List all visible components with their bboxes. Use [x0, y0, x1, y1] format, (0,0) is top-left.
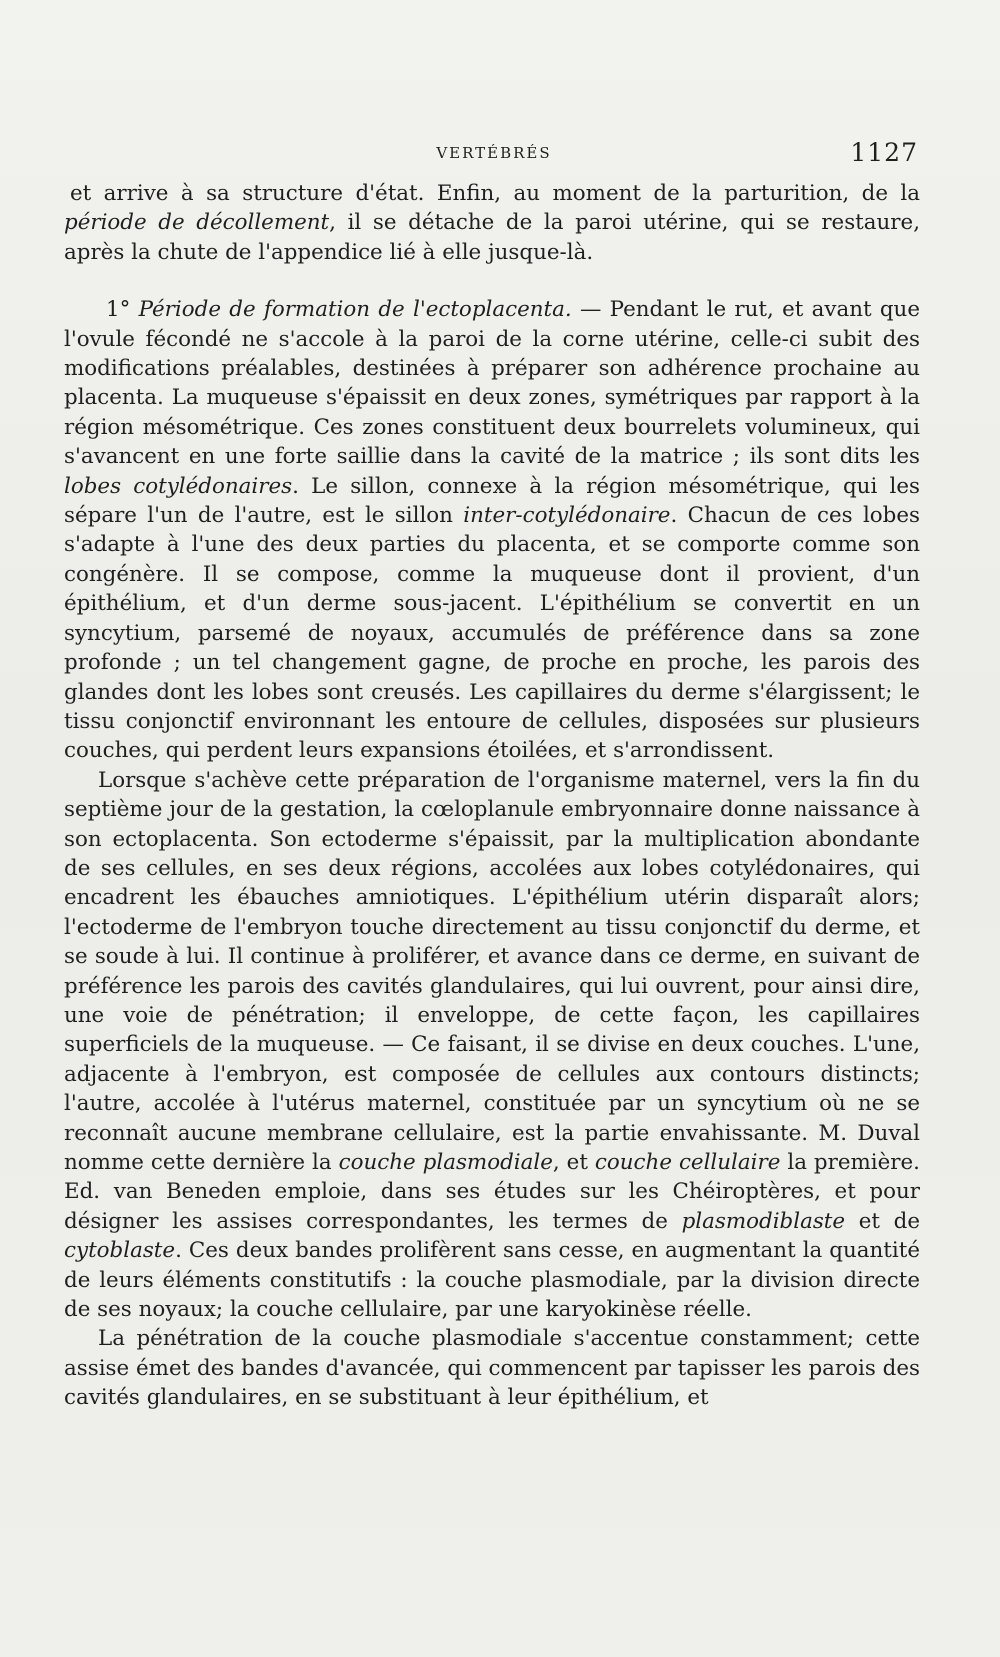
italic-term-periode-de-decollement: période de décollement: [64, 210, 330, 236]
paragraph-4-text: La pénétration de la couche plasmodiale s'accentue constamment; cette assise émet des bandes d'avancée, qui commencent par tapisser les parois des cavités glandulaires, en se substituant à leur épithélium, et: [64, 1326, 920, 1411]
paragraph-2-text-g: . Chacun de ces lobes s'adapte à l'une des deux parties du placenta, et se comporte comme son congénère. Il se compose, comme la muqueuse dont il provient, d'un épithélium, et d'un derme sous-jacent. L'épithélium se convertit en un syncytium, parsemé de noyaux, accumulés de préférence dans sa zone profonde ; un tel changement gagne, de proche en proche, les parois des glandes dont les lobes sont creusés. Les capillaires du derme s'élargissent; le tissu conjonctif environnant les entoure de cellules, disposées sur plusieurs couches, qui perdent leurs expansions étoilées, et s'arrondissent.: [64, 503, 920, 764]
paragraph-2: [64, 295, 920, 766]
page-header: [70, 140, 918, 170]
paragraph-3-text-c: , et: [552, 1150, 595, 1175]
running-head: VERTÉBRÉS: [436, 144, 552, 162]
italic-term-inter-cotyledonaire: inter-cotylédonaire: [463, 503, 671, 529]
italic-term-couche-cellulaire: couche cellulaire: [594, 1150, 781, 1175]
paragraph-2-text-c: — Pendant le rut, et avant que l'ovule fécondé ne s'accole à la paroi de la corne utérine, celle-ci subit des modifications préalables, destinées à préparer son adhérence prochaine au placenta. La muqueuse s'épaissit en deux zones, symétriques par rapport à la région mésométrique. Ces zones constituent deux bourrelets volumineux, qui s'avancent en une forte saillie dans la cavité de la matrice ; ils sont dits les: [64, 297, 920, 470]
italic-term-plasmodiblaste: plasmodiblaste: [681, 1208, 846, 1234]
paragraph-3-text-a: Lorsque s'achève cette préparation de l'organisme maternel, vers la fin du septième jour de la gestation, la cœloplanule embryonnaire donne naissance à son ectoplacenta. Son ectoderme s'épaissit, par la multiplication abondante de ses cellules, en ses deux régions, accolées aux lobes cotylédonaires, qui encadrent les ébauches amniotiques. L'épithélium utérin disparaît alors; l'ectoderme de l'embryon touche directement au tissu conjonctif du derme, et se soude à lui. Il continue à proliférer, et avance dans ce derme, en suivant de préférence les parois des cavités glandulaires, qui lui ouvrent, pour ainsi dire, une voie de pénétration; il enveloppe, de cette façon, les capillaires superficiels de la muqueuse. — Ce faisant, il se divise en deux couches. L'une, adjacente à l'embryon, est composée de cellules aux contours distincts; l'autre, accolée à l'utérus maternel, constituée par un syncytium où ne se reconnaît aucune membrane cellulaire, est la partie envahissante. M. Duval nomme cette dernière la: [64, 767, 920, 1175]
italic-term-couche-plasmodiale: couche plasmodiale: [338, 1150, 553, 1175]
paragraph-1-text-a: et arrive à sa structure d'état. Enfin, au moment de la parturition, de la: [70, 181, 920, 206]
section-number: 1°: [106, 297, 139, 323]
paragraph-3: [64, 766, 920, 1325]
section-title: Période de formation de l'ectoplacenta.: [138, 297, 572, 323]
italic-term-cytoblaste: cytoblaste: [64, 1238, 176, 1264]
italic-term-lobes-cotyledonaires: lobes cotylédonaires: [64, 473, 293, 499]
page-number: 1127: [850, 138, 918, 167]
paragraph-3-text-e: la première. Ed. van Beneden emploie, dans ses études sur les Chéiroptères, et pour désigner les assises correspondantes, les termes de: [64, 1150, 920, 1234]
paragraph-1: [64, 179, 920, 267]
paragraph-3-text-i: . Ces deux bandes prolifèrent sans cesse, en augmentant la quantité de leurs éléments constitutifs : la couche plasmodiale, par la division directe de ses noyaux; la couche cellulaire, par une karyokinèse réelle.: [64, 1238, 920, 1323]
body-text: [64, 179, 920, 1413]
paragraph-3-text-g: et de: [845, 1208, 920, 1234]
paragraph-4: [64, 1324, 920, 1412]
paragraph-2-text-e: . Le sillon, connexe à la région mésométrique, qui les sépare l'un de l'autre, est le sillon: [64, 473, 920, 529]
paragraph-1-text-c: , il se détache de la paroi utérine, qui se restaure, après la chute de l'appendice lié à elle jusque-là.: [64, 210, 920, 265]
